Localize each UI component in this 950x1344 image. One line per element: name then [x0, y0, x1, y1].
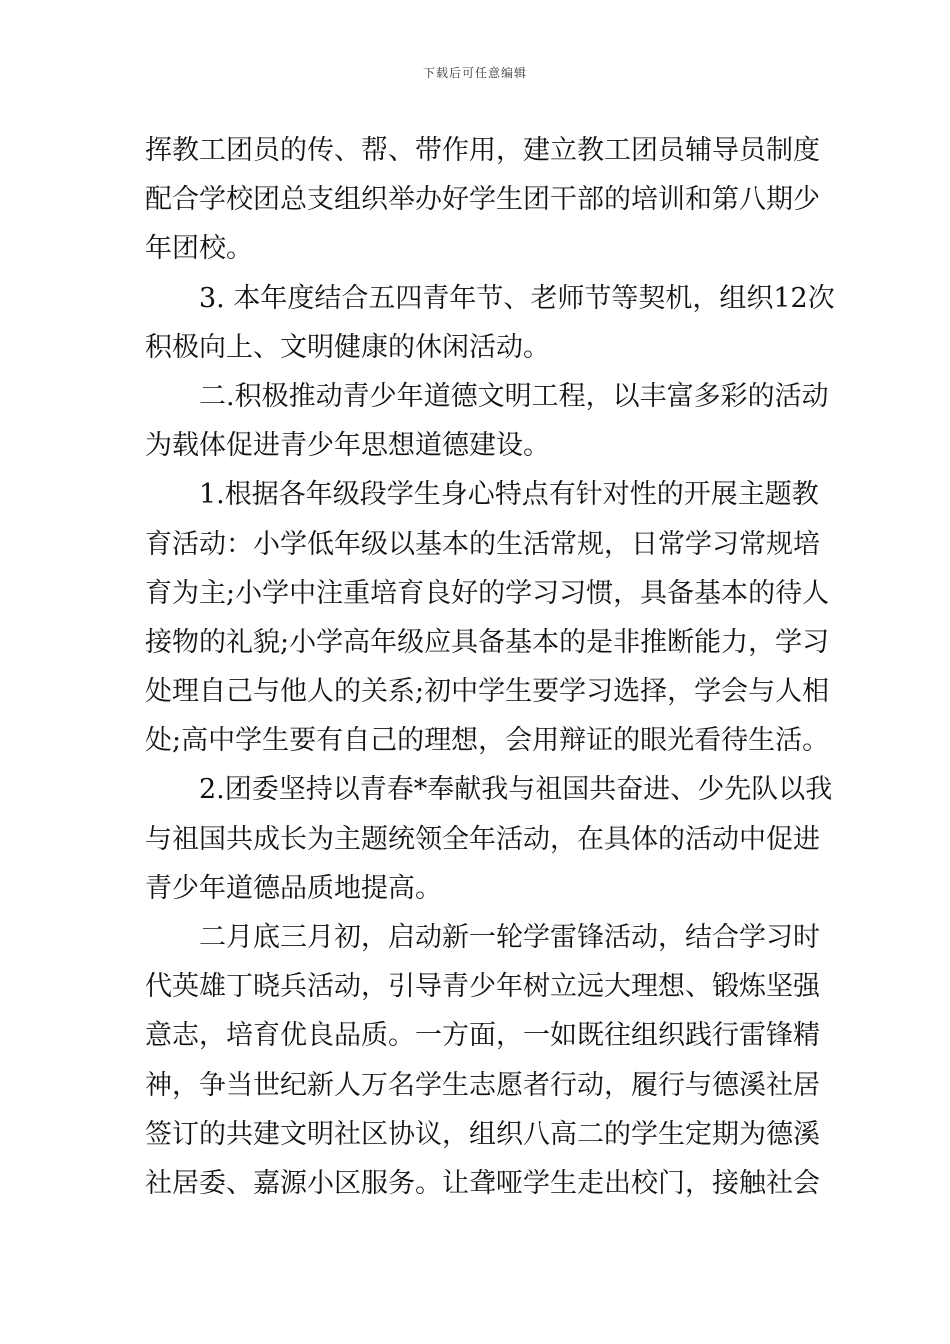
text-line: 挥教工团员的传、帮、带作用，建立教工团员辅导员制度 — [145, 135, 820, 166]
text-line: 与祖国共成长为主题统领全年活动，在具体的活动中促进 — [145, 823, 820, 855]
text-line: 处;高中学生要有自己的理想，会用辩证的眼光看待生活。 — [145, 725, 830, 757]
text-line: 育活动：小学低年级以基本的生活常规，日常学习常规培 — [145, 528, 820, 560]
text-line: 神，争当世纪新人万名学生志愿者行动，履行与德溪社居 — [145, 1069, 820, 1101]
text-line: 接物的礼貌;小学高年级应具备基本的是非推断能力，学习 — [145, 626, 830, 658]
text-line: 年团校。 — [145, 233, 253, 265]
section-heading-line: 二.积极推动青少年道德文明工程，以丰富多彩的活动 — [199, 380, 829, 412]
text-line: 积极向上、文明健康的休闲活动。 — [145, 331, 550, 363]
text-line: 意志，培育优良品质。一方面，一如既往组织践行雷锋精 — [145, 1020, 820, 1052]
text-line: 处理自己与他人的关系;初中学生要学习选择，学会与人相 — [145, 676, 830, 708]
text-line: 青少年道德品质地提高。 — [145, 872, 442, 904]
text-line: 二月底三月初，启动新一轮学雷锋活动，结合学习时 — [199, 922, 820, 953]
text-line: 2.团委坚持以青春*奉献我与祖国共奋进、少先队以我 — [199, 774, 833, 806]
text-line: 配合学校团总支组织举办好学生团干部的培训和第八期少 — [145, 184, 820, 216]
text-line: 代英雄丁晓兵活动，引导青少年树立远大理想、锻炼坚强 — [145, 971, 820, 1003]
section-heading-line: 为载体促进青少年思想道德建设。 — [145, 430, 550, 462]
text-line: 3. 本年度结合五四青年节、老师节等契机，组织12次 — [199, 282, 835, 314]
text-line: 育为主;小学中注重培育良好的学习习惯，具备基本的待人 — [145, 577, 830, 609]
text-line: 签订的共建文明社区协议，组织八高二的学生定期为德溪 — [145, 1118, 820, 1150]
page-header: 下载后可任意编辑 — [422, 66, 527, 80]
text-line: 1.根据各年级段学生身心特点有针对性的开展主题教 — [199, 479, 819, 511]
text-line: 社居委、嘉源小区服务。让聋哑学生走出校门，接触社会 — [145, 1167, 820, 1199]
document-body — [145, 126, 835, 1208]
